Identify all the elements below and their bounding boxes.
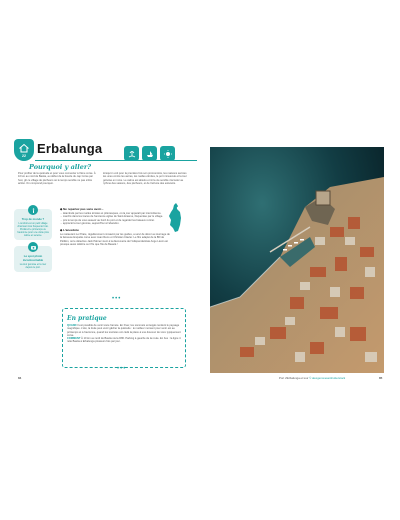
separator-dots-bottom: ••• — [117, 366, 127, 372]
beach-icon — [124, 146, 139, 161]
when-text: Il est possible de venir toute l'année. En hiver, les sommets enneigés rendent le paysage magnifique. L'été, la foule peut venir gâcher la quiétude : le meilleur moment pour venir est au printemps et à l'automne, quand les touristes ont cédé la place à une douceur de vivre typiquement corse. — [67, 324, 181, 337]
house-icon — [19, 143, 29, 153]
info-icon — [28, 205, 38, 215]
caption-text: Port d'Erbalunga et tour — [279, 376, 310, 380]
photo-spot-text: La tour génoise et la mer depuis le port. — [19, 263, 47, 269]
sidebar — [14, 209, 52, 278]
page-number-right: 85 — [379, 376, 383, 380]
boat-icon — [142, 146, 157, 161]
crowd-box-text: L'endroit est un petit village charmant très fréquenté l'été. Préférez le printemps ou l'automne pour une visite plus calme et sereine. — [17, 222, 49, 237]
highlights-section — [60, 207, 170, 246]
highlight-item: ... marché dans les traces de l'ancienne église de Saint-Érasme, fréquentée par le village. — [60, 215, 164, 219]
photo-spot-label: Le spot photo incontournable — [22, 254, 44, 262]
photo-caption — [279, 376, 345, 380]
activity-icons — [124, 146, 175, 161]
intro-text-col2: lorsqu'on voit pour la première fois son promontoire, les maisons serrées les unes contre les autres, les ruelles étroites, le port minuscule et la tour génoise en ruine. Le calme est absolu et ici la vie semble s'écouler au rythme des saisons, des pêcheurs, et de l'arrivée des estivants. — [103, 172, 187, 185]
page-number-badge: 22 — [22, 153, 26, 158]
corsica-map-icon — [168, 203, 184, 233]
caption-credit: © alexgenovese/shutterstock — [309, 376, 346, 380]
page-title: Erbalunga — [37, 141, 103, 156]
house-badge — [14, 139, 34, 161]
aerial-photo-erbalunga — [210, 147, 384, 373]
how-label: COMMENT — [67, 337, 81, 341]
practical-info-box — [62, 308, 186, 368]
separator-dots: ••• — [112, 296, 122, 302]
anecdote-heading: ◆ L'anecdote — [60, 228, 79, 233]
section-heading-why: Pourquoi y aller? — [29, 163, 92, 171]
sun-icon — [160, 146, 175, 161]
crowd-box — [14, 209, 52, 240]
when-label: QUAND — [67, 324, 77, 327]
highlight-item: ... pris le temps de vous asseoir au bord du port et de regarder les bateaux rentrer. — [60, 218, 155, 222]
highlights-heading: ◆ Ne repartez pas sans avoir... — [60, 207, 104, 211]
how-text: À 10 km au nord de Bastia via la D80. Parking à gauche de la route. En bus : la ligne 4 relie Bastia à Erbalunga plusieurs fois par jour. — [67, 337, 181, 344]
practical-title: En pratique — [67, 315, 107, 322]
camera-icon — [28, 242, 38, 252]
photo-spot-box — [14, 246, 52, 272]
page-number-left: 84 — [18, 376, 22, 380]
intro-text-col1: Pour profiter de la quiétude et pour vous connecter à l'âme corse. À 10 km au nord de Bastia, au début de la boucle du cap Corse par l'est, gît ce village de pêcheurs où le temps semble ne pas s'être arrêté. On comprend pourquoi. — [18, 172, 96, 185]
anecdote-text: Le restaurant Le Pirate, régulièrement consacré par les guides, a servi de décor au tournage de la fameuse Enquête corse avec Jean Reno et Christian Clavier. Le film adapté de la BD de Pétillon, où le détective Jack Palmer vient à la découverte de l'indépendantiste Ange Léoni est presque aussi célèbre sur l'île que l'Ile de Beauté ! — [60, 233, 170, 247]
highlight-item: ... apprécié la tour génoise, aujourd'hui à l'abandon. — [60, 221, 120, 225]
crowd-box-label: Trop de monde ? — [21, 217, 45, 221]
highlight-item: ... déambulé par les ruelles étroites et pittoresques, où la mer apparaît par intermittence. — [60, 212, 162, 215]
